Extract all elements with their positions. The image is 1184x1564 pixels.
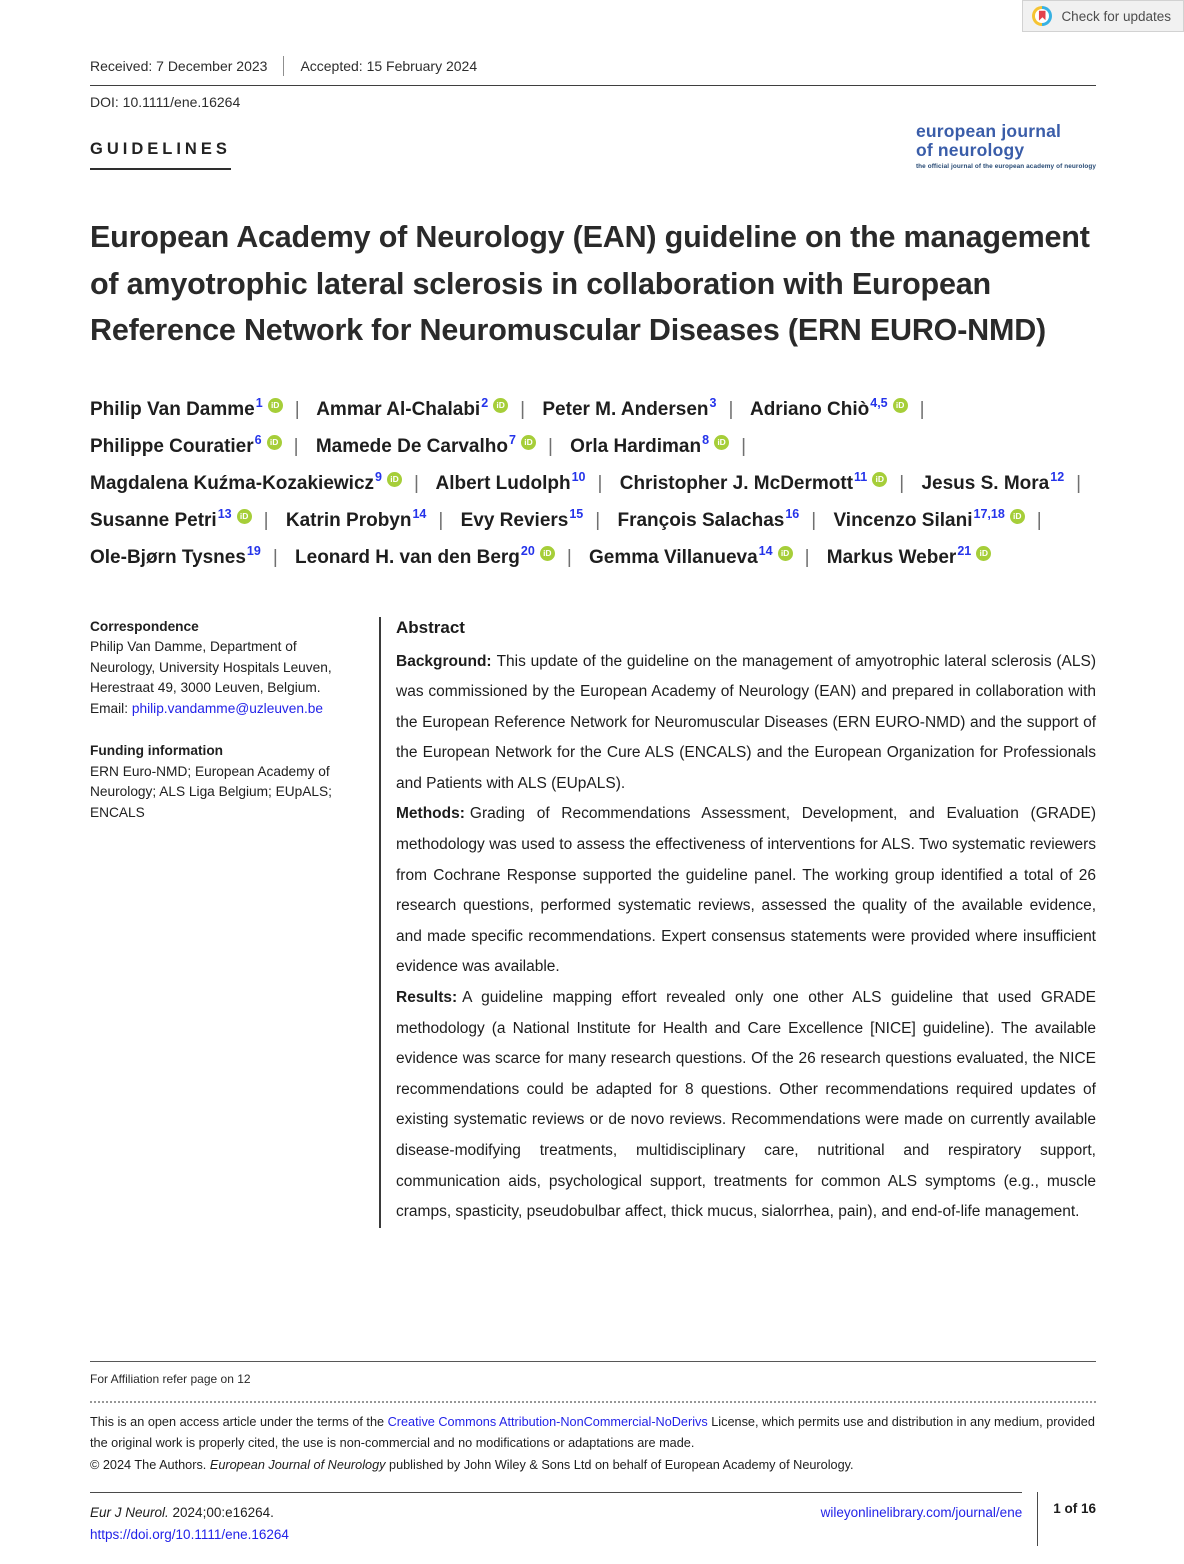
check-for-updates-button[interactable]	[1022, 0, 1184, 32]
crossmark-icon	[1032, 6, 1052, 26]
page-footer	[90, 1361, 1096, 1547]
author-superscript: 21	[957, 543, 972, 558]
journal-logo-line2: of neurology	[915, 140, 1025, 160]
accepted-date: Accepted: 15 February 2024	[300, 58, 478, 74]
author-separator: |	[520, 398, 526, 420]
orcid-icon[interactable]: iD	[778, 546, 793, 561]
author-entry	[90, 543, 290, 568]
author-separator: |	[597, 472, 603, 494]
author-name: Albert Ludolph	[435, 472, 571, 494]
orcid-icon[interactable]: iD	[493, 398, 508, 413]
author-name: Magdalena Kuźma-Kozakiewicz	[90, 472, 375, 494]
citation-main	[90, 1492, 1022, 1546]
author-superscript: 7	[509, 432, 516, 447]
author-superscript: 15	[569, 506, 584, 521]
funding-heading: Funding information	[90, 743, 224, 758]
author-superscript: 10	[571, 469, 586, 484]
correspondence-email-line	[90, 699, 348, 720]
author-superscript: 14	[412, 506, 427, 521]
author-name: Leonard H. van den Berg	[295, 546, 520, 568]
journal-url	[821, 1502, 1023, 1546]
author-name: Jesus S. Mora	[921, 472, 1050, 494]
author-name: Evy Reviers	[460, 509, 569, 531]
author-superscript: 4,5	[870, 395, 888, 410]
author-entry	[315, 432, 565, 457]
author-entry	[826, 543, 991, 568]
author-name: Markus Weber	[826, 546, 957, 568]
author-superscript: 1	[255, 395, 263, 410]
author-separator: |	[438, 509, 444, 531]
abstract-column	[379, 617, 1096, 1228]
abstract-paragraph	[396, 647, 1096, 800]
page-indicator: 1 of 16	[1037, 1492, 1096, 1546]
correspondence-heading: Correspondence	[90, 618, 199, 634]
author-entry	[435, 469, 615, 494]
license-pre: This is an open access article under the terms of the	[90, 1414, 388, 1429]
author-separator: |	[595, 509, 601, 531]
author-superscript: 12	[1050, 469, 1065, 484]
author-entry	[90, 395, 312, 420]
author-separator: |	[1076, 472, 1082, 494]
author-entry	[833, 506, 1053, 531]
section-band	[90, 122, 1096, 170]
author-separator: |	[272, 546, 278, 568]
funding-block	[90, 741, 348, 823]
author-superscript: 17,18	[973, 506, 1005, 521]
license-text	[90, 1401, 1096, 1455]
author-entry	[542, 395, 745, 420]
copyright-post: published by John Wiley & Sons Ltd on behalf of European Academy of Neurology.	[385, 1457, 854, 1472]
author-entry	[570, 432, 758, 457]
author-separator: |	[294, 398, 300, 420]
author-entry	[619, 469, 916, 494]
author-name: Philippe Couratier	[90, 435, 254, 457]
dates-divider	[283, 56, 284, 76]
paragraph-label: Background:	[396, 652, 492, 670]
paragraph-text: Grading of Recommendations Assessment, Development, and Evaluation (GRADE) methodology was used to assess the effectiveness of interventions for ALS. Two systematic reviewers from Cochrane Response supported the guideline panel. The working group identified a total of 26 research questions, performed systematic reviews, assessed the quality of the available evidence, and made specific recommendations. Expert consensus statements were provided where insufficient evidence was available.	[396, 805, 1096, 976]
author-name: Peter M. Andersen	[542, 398, 709, 420]
license-post: License, which permits use and distribution in any medium, provided the original work is properly cited, the use is non-commercial and no modifications or adaptations are made.	[90, 1414, 1095, 1450]
abstract-paragraph	[396, 983, 1096, 1228]
author-entry	[921, 469, 1093, 494]
author-separator: |	[1036, 509, 1042, 531]
author-separator: |	[811, 509, 817, 531]
author-entry	[90, 506, 281, 531]
author-entry	[90, 469, 431, 494]
author-superscript: 20	[520, 543, 535, 558]
author-separator: |	[263, 509, 269, 531]
affiliation-note: For Affiliation refer page on 12	[90, 1361, 1096, 1386]
cc-license-link[interactable]: Creative Commons Attribution-NonCommercial-NoDerivs	[387, 1414, 708, 1429]
author-superscript: 16	[785, 506, 800, 521]
funding-text: ERN Euro-NMD; European Academy of Neurology; ALS Liga Belgium; EUpALS; ENCALS	[90, 763, 332, 820]
author-name: Philip Van Damme	[90, 398, 255, 420]
orcid-icon[interactable]: iD	[540, 546, 555, 561]
citation	[90, 1502, 289, 1546]
author-name: Christopher J. McDermott	[619, 472, 854, 494]
copyright-text	[90, 1455, 1096, 1477]
page-title: European Academy of Neurology (EAN) guideline on the management of amyotrophic lateral sclerosis in collaboration with European Reference Network for Neuromuscular Diseases (ERN EURO-NMD)	[90, 220, 1090, 347]
citation-volume: 2024;00:e16264.	[168, 1505, 274, 1520]
correspondence-text: Philip Van Damme, Department of Neurology, University Hospitals Leuven, Herestraat 49, 3000 Leuven, Belgium.	[90, 639, 332, 695]
author-entry	[285, 506, 455, 531]
info-columns	[90, 617, 1096, 1228]
author-superscript: 6	[254, 432, 262, 447]
author-separator: |	[899, 472, 905, 494]
author-name: Orla Hardiman	[570, 435, 702, 457]
journal-logo-line1: european journal	[915, 121, 1062, 141]
citation-row	[90, 1492, 1096, 1546]
author-name: Ammar Al-Chalabi	[316, 398, 481, 420]
dates-row	[90, 56, 1096, 86]
abstract-paragraph	[396, 799, 1096, 983]
journal-url-link[interactable]: wileyonlinelibrary.com/journal/ene	[820, 1505, 1023, 1520]
author-entry	[295, 543, 584, 568]
paragraph-label: Results:	[396, 989, 458, 1007]
author-entry	[316, 395, 537, 420]
author-name: Ole-Bjørn Tysnes	[90, 546, 246, 568]
author-entry	[617, 506, 828, 531]
abstract-heading: Abstract	[396, 617, 465, 637]
author-name: François Salachas	[617, 509, 785, 531]
author-superscript: 3	[709, 395, 717, 410]
orcid-icon[interactable]: iD	[893, 398, 908, 413]
author-superscript: 13	[217, 506, 232, 521]
copyright-journal-name: European Journal of Neurology	[209, 1457, 386, 1472]
orcid-icon[interactable]: iD	[237, 509, 252, 524]
citation-journal: Eur J Neurol.	[90, 1505, 169, 1520]
author-entry	[749, 395, 937, 420]
author-separator: |	[547, 435, 553, 457]
journal-logo	[916, 122, 1096, 170]
author-superscript: 11	[854, 469, 868, 484]
author-name: Katrin Probyn	[285, 509, 412, 531]
orcid-icon[interactable]: iD	[714, 435, 729, 450]
author-list	[90, 392, 1096, 577]
author-separator: |	[919, 398, 925, 420]
author-name: Vincenzo Silani	[833, 509, 973, 531]
bookmark-icon	[1039, 11, 1046, 21]
doi-line: DOI: 10.1111/ene.16264	[90, 94, 241, 110]
orcid-icon[interactable]: iD	[521, 435, 536, 450]
author-separator: |	[728, 398, 734, 420]
author-name: Gemma Villanueva	[589, 546, 758, 568]
orcid-icon[interactable]: iD	[976, 546, 991, 561]
email-label: Email:	[90, 700, 129, 716]
author-entry	[90, 432, 311, 457]
paragraph-label: Methods:	[396, 805, 465, 823]
author-separator: |	[413, 472, 419, 494]
author-superscript: 14	[758, 543, 773, 558]
author-entry	[460, 506, 613, 531]
orcid-icon[interactable]: iD	[267, 435, 282, 450]
author-separator: |	[293, 435, 299, 457]
paragraph-text: This update of the guideline on the management of amyotrophic lateral sclerosis (ALS) was commissioned by the European Academy of Neurology (EAN) and prepared in collaboration with the European Reference Network for Neuromuscular Diseases (ERN EURO-NMD) and the support of the European Network for the Cure ALS (ENCALS) and the European Organization for Professionals and Patients with ALS (EUpALS).	[396, 652, 1096, 792]
email-link[interactable]: philip.vandamme@uzleuven.be	[131, 700, 324, 716]
journal-logo-tagline: the official journal of the european academy of neurology	[915, 163, 1096, 170]
copyright-pre: © 2024 The Authors.	[90, 1457, 210, 1472]
doi-link[interactable]: https://doi.org/10.1111/ene.16264	[90, 1527, 289, 1542]
orcid-icon[interactable]: iD	[872, 472, 887, 487]
author-name: Adriano Chiò	[749, 398, 870, 420]
author-entry	[589, 543, 821, 568]
author-superscript: 8	[702, 432, 710, 447]
received-date: Received: 7 December 2023	[90, 58, 268, 74]
left-column	[90, 617, 348, 1228]
author-superscript: 2	[481, 395, 489, 410]
author-name: Susanne Petri	[90, 509, 217, 531]
section-label: GUIDELINES	[90, 140, 231, 170]
author-separator: |	[741, 435, 746, 457]
author-separator: |	[804, 546, 810, 568]
orcid-icon[interactable]: iD	[268, 398, 283, 413]
abstract-body	[396, 647, 1096, 1228]
author-separator: |	[566, 546, 572, 568]
paragraph-text: A guideline mapping effort revealed only one other ALS guideline that used GRADE methodology (a National Institute for Health and Care Excellence [NICE] guideline). The available evidence was scarce for many research questions. Of the 26 research questions evaluated, the NICE recommendations could be adapted for 8 questions. Other recommendations required updates of existing systematic reviews or de novo reviews. Recommendations were made on currently available disease-modifying treatments, multidisciplinary care, nutritional and respiratory support, communication aids, psychological support, treatments for common ALS symptoms (e.g., muscle cramps, spasticity, pseudobulbar affect, thick mucus, sialorrhea, pain), and end-of-life management.	[396, 989, 1096, 1221]
orcid-icon[interactable]: iD	[1010, 509, 1025, 524]
author-superscript: 9	[375, 469, 382, 484]
orcid-icon[interactable]: iD	[387, 472, 402, 487]
author-superscript: 19	[246, 543, 261, 558]
check-for-updates-label: Check for updates	[1061, 8, 1171, 24]
author-name: Mamede De Carvalho	[315, 435, 508, 457]
citation-line	[90, 1502, 289, 1524]
